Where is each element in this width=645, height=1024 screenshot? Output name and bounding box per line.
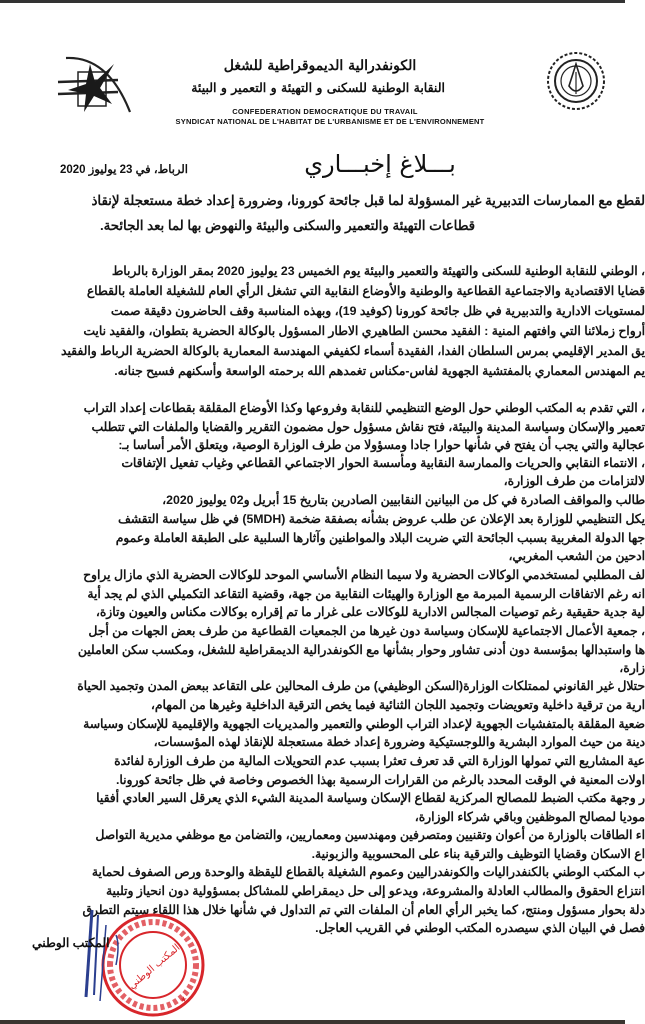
body-line: ، الانتماء النقابي والحريات والممارسة النقابية ومأسسة الحوار الاجتماعي القطاعي وغياب تفعيل الإتفاقات bbox=[121, 456, 645, 470]
bottom-edge bbox=[0, 1020, 625, 1024]
org-name-french: CONFEDERATION DEMOCRATIQUE DU TRAVAIL bbox=[232, 107, 418, 116]
body-line: ها واستبدالها بمؤسسة دون أدنى تشاور وحوار بشأنها مع الكونفدرالية الديمقراطية للشغل، ومكسب سكن العاملين bbox=[77, 643, 645, 657]
body-line: يكل التنظيمي للوزارة بعد الإعلان عن طلب عروض بشأنه بصفقة ضخمة (5MDH) في ظل سياسة التقشف bbox=[117, 512, 645, 526]
body-line: ، التي تقدم به المكتب الوطني حول الوضع التنظيمي للنقابة وفروعها وكذا الأوضاع المقلقة بقطاعات إعداد التراب bbox=[83, 401, 645, 415]
body-line: ارية من ترقية داخلية وتعويضات وتجميد اللجان الثنائية فيما يخص الترقية الداخلية وغيرها من المهام، bbox=[150, 698, 645, 712]
document-date: الرباط، في 23 يوليوز 2020 bbox=[60, 164, 188, 176]
body-line: حتلال غير القانوني لممتلكات الوزارة(السكن الوظيفي) من طرف المحالين على التقاعد ببعض المدن وتجميد الحياة bbox=[77, 679, 645, 693]
svg-text:★: ★ bbox=[180, 995, 188, 1004]
document-title: بـــلاغ إخبـــاري bbox=[304, 150, 456, 178]
stamp-text: المكتب الوطني bbox=[126, 942, 183, 992]
body-line: انه رغم الاتفاقات الرسمية المبرمة مع الوزارة والهيئات النقابية من جهة، وقضية التقاعد التكميلي الذي لم يجد أية bbox=[87, 587, 645, 601]
body-line: عجالية والتي يجب أن يفتح في شأنها حوارا جادا ومسؤولا من طرف الوزارة الوصية، ويتعلق الأمر أساسا بـ: bbox=[118, 438, 645, 452]
body-line: اع الاسكان وقضايا التوظيف والترقية بناء على المحسوبية والزبونية. bbox=[311, 847, 645, 861]
body-line: يق المدير الإقليمي بمرس السلطان الفدا، الفقيدة أسماء لكفيفي المهندسة المعمارية بالوكالة الحضرية الرباط والفقيد bbox=[60, 344, 645, 358]
body-line: دلة بحوار مسؤول ومنتج، كما يخبر الرأي العام أن الملفات التي تم التداول في شأنها خلال هذا اللقاء سيتم التطرق bbox=[82, 903, 645, 917]
handwritten-signature-icon bbox=[72, 905, 124, 1001]
body-line: لية جدية حقيقية رغم توصيات المجالس الادارية للوكالات على غرار ما تم إقراره بوكالات مكناس والعيون وتازة، bbox=[95, 605, 645, 619]
body-line: أرواح زملائنا التي وافتهم المنية : الفقيد محسن الطاهيري الاطار المسؤول بالوكالة الحضرية بتطوان، والفقيد نايت bbox=[83, 324, 645, 338]
body-line: ، الوطني للنقابة الوطنية للسكنى والتهيئة والتعمير والبيئة يوم الخميس 23 يوليوز 2020 بمقر الوزارة بالرباط bbox=[111, 264, 645, 278]
body-line: دينة من حيث الموارد البشرية واللوجستيكية وضرورة إعداد خطة مستعجلة للإنقاذ لهذه المؤسسات، bbox=[153, 735, 645, 749]
body-line: لمستويات الادارية والتدبيرية في ظل جائحة كورونا (كوفيد 19)، وبهذه المناسبة وقف الحاضرون دقيقة صمت bbox=[110, 304, 645, 318]
body-line: طالب والمواقف الصادرة في كل من البيانين النقابيين الصادرين بتاريخ 15 أبريل و02 يوليوز 2020، bbox=[162, 493, 645, 507]
lead-line: قطاعات التهيئة والتعمير والسكنى والبيئة والنهوض بها لما بعد الجائحة. bbox=[99, 218, 475, 233]
body-line: اء الطاقات بالوزارة من أعوان وتقنيين ومتصرفين ومهندسين ومعماريين، والتضامن مع موظفي مديرية التواصل bbox=[95, 828, 645, 842]
body-line: لالتزامات من طرف الوزارة، bbox=[503, 474, 645, 488]
lead-line: لقطع مع الممارسات التدبيرية غير المسؤولة لما قبل جائحة كورونا، وضرورة إعداد خطة مستعجلة لإنقاذ bbox=[91, 193, 645, 208]
body-line: ر وجهة مكتب الضبط للمصالح المركزية لقطاع الإسكان وسياسة المدينة الشيء الذي يعرقل السير العادي أفقيا bbox=[96, 791, 645, 805]
body-line: ، جمعية الأعمال الاجتماعية للإسكان وسياسة دون غيرها من الجمعيات القطاعية من طرف بعض الجهات من أجل bbox=[88, 624, 645, 638]
org-name-arabic: الكونفدرالية الديموقراطية للشغل bbox=[223, 58, 417, 74]
body-line: قضايا الاقتصادية والاجتماعية القطاعية والوطنية والأوضاع النقابية التي تشغل الرأي العام للشغيلة العاملة بالقطاع bbox=[86, 284, 645, 298]
signoff-national-bureau: المكتب الوطني bbox=[32, 936, 110, 950]
body-line: عية المشاريع التي تمولها الوزارة التي قد تعرف تعثرا بسبب عدم التحويلات المالية من طرف الوزارة لفائدة bbox=[114, 754, 645, 768]
body-line: جها الدولة المغربية بسبب الجائحة التي ضربت البلاد والمواطنين وآثارها السلبية على الطبقة العاملة وعموم bbox=[115, 531, 645, 545]
body-line: زارة، bbox=[619, 661, 645, 675]
syndicate-name-french: SYNDICAT NATIONAL DE L'HABITAT DE L'URBANISME ET DE L'ENVIRONNEMENT bbox=[175, 117, 485, 126]
body-line: تعمير والإسكان وسياسة المدينة والبيئة، فتح نقاش مسؤول حول مضمون التقرير والقضايا والملفات التي تتطلب bbox=[91, 420, 645, 434]
body-line: ب المكتب الوطني بالكنفدراليات والكونفدراليين وعموم الشغيلة بالقطاع لليقظة والوحدة ورص الصفوف لحماية bbox=[91, 865, 645, 879]
body-line: لف المطلبي لمستخدمي الوكالات الحضرية ولا سيما النظام الأساسي الموحد للوكالات الحضرية الذي مازال يراوح bbox=[83, 568, 645, 582]
body-line: ضعية المقلقة بالمتفشيات الجهوية لإعداد التراب الوطني والتعمير والمديريات الجهوية والإقليمية للإسكان وسياسة bbox=[83, 717, 645, 731]
body-line: فصل في البيان الذي سيصدره المكتب الوطني في القريب العاجل. bbox=[315, 921, 645, 935]
body-line: انتزاع الحقوق والمطالب العادلة والمشروعة، ويدعو إلى حل ديمقراطي للمشاكل بمسؤولية دون انحياز وتلبية bbox=[105, 884, 645, 898]
body-line: يم المهندس المعماري بالمفتشية الجهوية لفاس-مكناس تغمدهم الله برحمته الواسعة وأسكنهم فسيح جنانه. bbox=[114, 364, 645, 378]
body-line: اولات المعنية في الوقت المحدد بالرغم من القرارات الرسمية بهذا الخصوص وخاصة في ظل جائحة كورونا. bbox=[115, 773, 645, 787]
syndicate-name-arabic: النقابة الوطنية للسكنى و التهيئة و التعمير و البيئة bbox=[191, 80, 445, 95]
body-line: ادحين من الشعب المغربي، bbox=[508, 549, 645, 563]
body-line: موديا لمصالح الموظفين وباقي شركاء الوزارة، bbox=[414, 810, 645, 824]
